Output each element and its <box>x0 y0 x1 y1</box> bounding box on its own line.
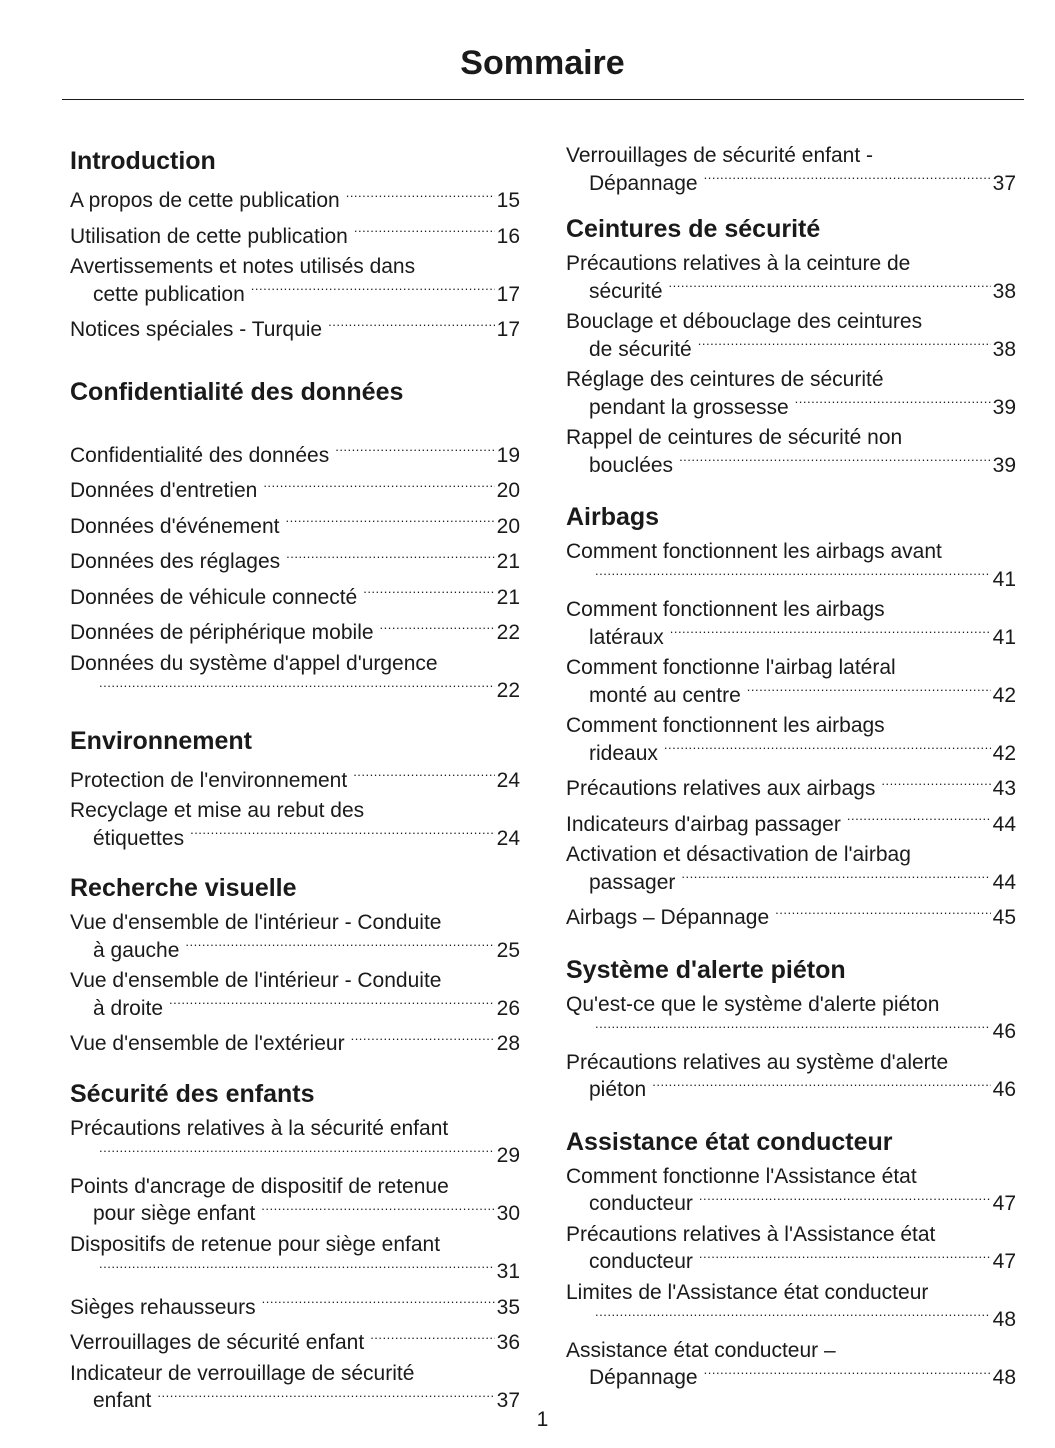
entry-page-number: 24 <box>496 768 520 792</box>
entry-title: Données d'événement <box>70 514 280 538</box>
entry-page-number: 35 <box>496 1295 520 1319</box>
entry-title: de sécurité <box>589 337 692 361</box>
entry-title: Précautions relatives à la sécurité enfant <box>70 1116 449 1140</box>
dot-leader <box>704 168 991 190</box>
entry-title: Dispositifs de retenue pour siège enfant <box>70 1232 441 1256</box>
dot-leader <box>157 1385 494 1407</box>
entry-title: pendant la grossesse <box>589 395 789 419</box>
entry-title: pour siège enfant <box>93 1202 256 1225</box>
dot-leader <box>99 675 495 697</box>
dot-leader <box>775 902 990 924</box>
entry-title: Points d'ancrage de dispositif de retenue <box>70 1174 449 1198</box>
entry-title: Comment fonctionne l'Assistance état <box>566 1164 917 1188</box>
dot-leader <box>335 440 494 462</box>
toc-entry[interactable] <box>566 715 1016 765</box>
dot-leader <box>263 475 494 497</box>
dot-leader <box>286 546 494 568</box>
toc-entry[interactable] <box>566 994 1016 1044</box>
toc-entry[interactable] <box>566 773 1016 801</box>
dot-leader <box>747 680 991 702</box>
toc-section <box>70 725 520 851</box>
toc-entry[interactable] <box>566 1340 1016 1390</box>
entry-title: Vue d'ensemble de l'intérieur - Conduite <box>70 911 442 934</box>
toc-entry[interactable] <box>70 970 520 1020</box>
toc-section <box>70 145 520 342</box>
section-heading: Airbags <box>566 503 660 531</box>
entry-title: Précautions relatives à l'Assistance état <box>566 1222 936 1246</box>
entry-title: Comment fonctionnent les airbags <box>566 598 885 621</box>
toc-entry[interactable] <box>566 809 1016 837</box>
toc-entry[interactable] <box>566 902 1016 930</box>
entry-title: Données de véhicule connecté <box>70 585 358 609</box>
dot-leader <box>328 314 495 336</box>
entry-page-number: 37 <box>496 1389 520 1412</box>
entry-title: conducteur <box>589 1192 693 1215</box>
toc-entry[interactable] <box>70 1028 520 1056</box>
entry-title: étiquettes <box>93 826 185 850</box>
entry-title: Notices spéciales - Turquie <box>70 318 323 341</box>
entry-title: Dépannage <box>589 171 698 195</box>
dot-leader <box>251 279 495 301</box>
dot-leader <box>595 1016 991 1038</box>
entry-title: conducteur <box>589 1250 693 1273</box>
dot-leader <box>699 1246 991 1268</box>
toc-entry[interactable] <box>566 427 1016 477</box>
entry-page-number: 29 <box>496 1144 520 1167</box>
dot-leader <box>847 809 991 831</box>
entry-page-number: 21 <box>496 550 520 573</box>
dot-leader <box>185 935 494 957</box>
toc-entry[interactable] <box>70 475 520 503</box>
entry-page-number: 41 <box>992 567 1016 591</box>
dot-leader <box>669 276 991 298</box>
dot-leader <box>261 1198 494 1220</box>
entry-title: Indicateur de verrouillage de sécurité <box>70 1361 415 1385</box>
page-title: Sommaire <box>460 44 625 82</box>
entry-title: Limites de l'Assistance état conducteur <box>566 1280 929 1304</box>
toc-section <box>70 1078 520 1413</box>
toc-entry[interactable] <box>70 1234 520 1284</box>
entry-page-number: 30 <box>496 1202 520 1225</box>
entry-title: Indicateurs d'airbag passager <box>566 812 841 836</box>
toc-entry[interactable] <box>70 314 520 342</box>
entry-page-number: 28 <box>496 1032 520 1055</box>
dot-leader <box>99 1256 495 1278</box>
entry-title: A propos de cette publication <box>70 189 340 212</box>
toc-entry[interactable] <box>70 546 520 574</box>
toc-section <box>566 954 1016 1102</box>
entry-page-number: 24 <box>496 826 520 850</box>
entry-title: Précautions relatives à la ceinture de <box>566 252 911 275</box>
dot-leader <box>652 1074 990 1096</box>
entry-page-number: 39 <box>992 453 1016 477</box>
dot-leader <box>670 622 991 644</box>
entry-title: enfant <box>93 1389 152 1412</box>
entry-title: Activation et désactivation de l'airbag <box>566 843 911 866</box>
entry-page-number: 20 <box>496 479 520 502</box>
section-heading: Système d'alerte piéton <box>566 955 846 984</box>
section-heading: Assistance état conducteur <box>566 1127 893 1156</box>
entry-title: latéraux <box>589 625 664 649</box>
toc-entry[interactable] <box>70 185 520 213</box>
entry-title: Comment fonctionne l'airbag latéral <box>566 656 896 679</box>
entry-title: Recyclage et mise au rebut des <box>70 799 365 822</box>
entry-title: Verrouillages de sécurité enfant - <box>566 144 874 167</box>
entry-title: Avertissements et notes utilisés dans <box>70 255 416 278</box>
section-heading: Introduction <box>70 147 216 175</box>
toc-column-right <box>566 145 1016 1390</box>
dot-leader <box>380 617 495 639</box>
entry-page-number: 47 <box>992 1250 1016 1273</box>
toc-entry[interactable] <box>566 369 1016 419</box>
entry-page-number: 31 <box>496 1260 520 1283</box>
toc-entry[interactable] <box>70 582 520 610</box>
entry-title: Assistance état conducteur – <box>566 1338 836 1362</box>
entry-page-number: 15 <box>496 189 520 212</box>
dot-leader <box>353 765 494 787</box>
dot-leader <box>679 450 991 472</box>
entry-page-number: 21 <box>496 585 520 609</box>
toc-entry[interactable] <box>70 653 520 703</box>
toc-section <box>566 1126 1016 1390</box>
dot-leader <box>346 185 495 207</box>
entry-title: Utilisation de cette publication <box>70 224 348 248</box>
entry-title: Données d'entretien <box>70 479 258 502</box>
dot-leader <box>351 1028 495 1050</box>
entry-title: Protection de l'environnement <box>70 768 348 792</box>
entry-title: Sièges rehausseurs <box>70 1295 256 1319</box>
entry-page-number: 44 <box>992 870 1016 894</box>
toc-entry[interactable] <box>566 1052 1016 1102</box>
page-number: 1 <box>536 1408 549 1431</box>
entry-title: rideaux <box>589 741 658 765</box>
entry-title: Comment fonctionnent les airbags avant <box>566 540 942 563</box>
dot-leader <box>286 511 495 533</box>
entry-title: Dépannage <box>589 1366 698 1389</box>
dot-leader <box>363 582 494 604</box>
dot-leader <box>704 1362 991 1384</box>
entry-page-number: 37 <box>992 171 1016 195</box>
entry-page-number: 17 <box>496 282 520 306</box>
toc-entry[interactable] <box>566 311 1016 361</box>
entry-page-number: 36 <box>496 1331 520 1354</box>
toc-entry[interactable] <box>566 599 1016 649</box>
toc-entry[interactable] <box>566 1166 1016 1216</box>
toc-section <box>566 213 1016 477</box>
toc-entry[interactable] <box>566 1282 1016 1332</box>
entry-page-number: 41 <box>992 625 1016 649</box>
toc-section <box>566 501 1016 930</box>
dot-leader <box>190 823 495 845</box>
toc-entry[interactable] <box>566 844 1016 894</box>
dot-leader <box>262 1292 495 1314</box>
entry-page-number: 48 <box>992 1308 1016 1331</box>
dot-leader <box>99 1140 495 1162</box>
dot-leader <box>681 867 990 889</box>
entry-title: Comment fonctionnent les airbags <box>566 714 885 737</box>
dot-leader <box>698 334 991 356</box>
toc-entry[interactable] <box>70 221 520 249</box>
entry-page-number: 46 <box>992 1078 1016 1101</box>
toc-entry[interactable] <box>70 1176 520 1226</box>
toc-section <box>70 376 520 703</box>
entry-page-number: 38 <box>992 279 1016 303</box>
toc-section <box>566 145 1016 195</box>
entry-page-number: 25 <box>496 938 520 962</box>
entry-title: Réglage des ceintures de sécurité <box>566 368 884 391</box>
toc-entry[interactable] <box>70 1327 520 1355</box>
toc-section <box>70 872 520 1056</box>
dot-leader <box>595 564 991 586</box>
dot-leader <box>169 993 495 1015</box>
toc-column-left <box>70 145 520 1413</box>
entry-title: Bouclage et débouclage des ceintures <box>566 310 923 333</box>
entry-title: Rappel de ceintures de sécurité non <box>566 426 903 449</box>
section-heading: Recherche visuelle <box>70 874 297 902</box>
entry-page-number: 42 <box>992 683 1016 707</box>
toc-entry[interactable] <box>70 800 520 850</box>
entry-page-number: 22 <box>496 621 520 644</box>
entry-title: Qu'est-ce que le système d'alerte piéton <box>566 992 940 1016</box>
entry-page-number: 19 <box>496 443 520 467</box>
toc-entry[interactable] <box>566 541 1016 591</box>
dot-leader <box>795 392 991 414</box>
entry-title: à droite <box>93 996 164 1020</box>
title-divider <box>62 99 1024 100</box>
entry-page-number: 26 <box>496 996 520 1020</box>
dot-leader <box>354 221 495 243</box>
dot-leader <box>699 1188 991 1210</box>
section-heading: Confidentialité des données <box>70 377 404 406</box>
toc-entry[interactable] <box>70 912 520 962</box>
section-heading: Ceintures de sécurité <box>566 215 821 243</box>
entry-page-number: 39 <box>992 395 1016 419</box>
dot-leader <box>664 738 991 760</box>
entry-title: Vue d'ensemble de l'intérieur - Conduite <box>70 969 442 992</box>
toc-entry[interactable] <box>566 145 1016 195</box>
entry-title: à gauche <box>93 938 180 962</box>
toc-entry[interactable] <box>70 256 520 306</box>
entry-page-number: 38 <box>992 337 1016 361</box>
entry-title: Données du système d'appel d'urgence <box>70 651 438 675</box>
entry-page-number: 17 <box>496 318 520 341</box>
entry-title: Confidentialité des données <box>70 443 330 467</box>
toc-entry[interactable] <box>70 765 520 793</box>
toc-entry[interactable] <box>70 1118 520 1168</box>
entry-title: piéton <box>589 1078 647 1101</box>
entry-title: passager <box>589 870 676 894</box>
entry-title: monté au centre <box>589 683 741 707</box>
entry-page-number: 42 <box>992 741 1016 765</box>
toc-entry[interactable] <box>70 1363 520 1413</box>
entry-title: Vue d'ensemble de l'extérieur <box>70 1032 345 1055</box>
entry-page-number: 46 <box>992 1020 1016 1043</box>
entry-page-number: 47 <box>992 1192 1016 1215</box>
entry-page-number: 20 <box>496 514 520 538</box>
entry-title: sécurité <box>589 279 663 303</box>
entry-page-number: 45 <box>992 906 1016 929</box>
dot-leader <box>595 1304 991 1326</box>
entry-page-number: 16 <box>496 224 520 248</box>
entry-title: bouclées <box>589 453 674 477</box>
toc-entry[interactable] <box>70 511 520 539</box>
entry-title: Précautions relatives aux airbags <box>566 777 876 800</box>
toc-entry[interactable] <box>70 617 520 645</box>
entry-page-number: 48 <box>992 1366 1016 1389</box>
section-heading: Environnement <box>70 726 252 755</box>
toc-entry[interactable] <box>70 440 520 468</box>
entry-page-number: 44 <box>992 812 1016 836</box>
entry-page-number: 22 <box>496 679 520 702</box>
entry-title: cette publication <box>93 282 245 306</box>
toc-entry[interactable] <box>566 657 1016 707</box>
toc-entry[interactable] <box>70 1292 520 1320</box>
section-heading: Sécurité des enfants <box>70 1079 315 1108</box>
dot-leader <box>881 773 990 795</box>
entry-title: Verrouillages de sécurité enfant <box>70 1331 365 1354</box>
entry-title: Données des réglages <box>70 550 281 573</box>
dot-leader <box>370 1327 494 1349</box>
toc-entry[interactable] <box>566 1224 1016 1274</box>
entry-page-number: 43 <box>992 777 1016 800</box>
entry-title: Précautions relatives au système d'alerte <box>566 1050 949 1074</box>
toc-entry[interactable] <box>566 253 1016 303</box>
entry-title: Données de périphérique mobile <box>70 621 374 644</box>
entry-title: Airbags – Dépannage <box>566 906 770 929</box>
